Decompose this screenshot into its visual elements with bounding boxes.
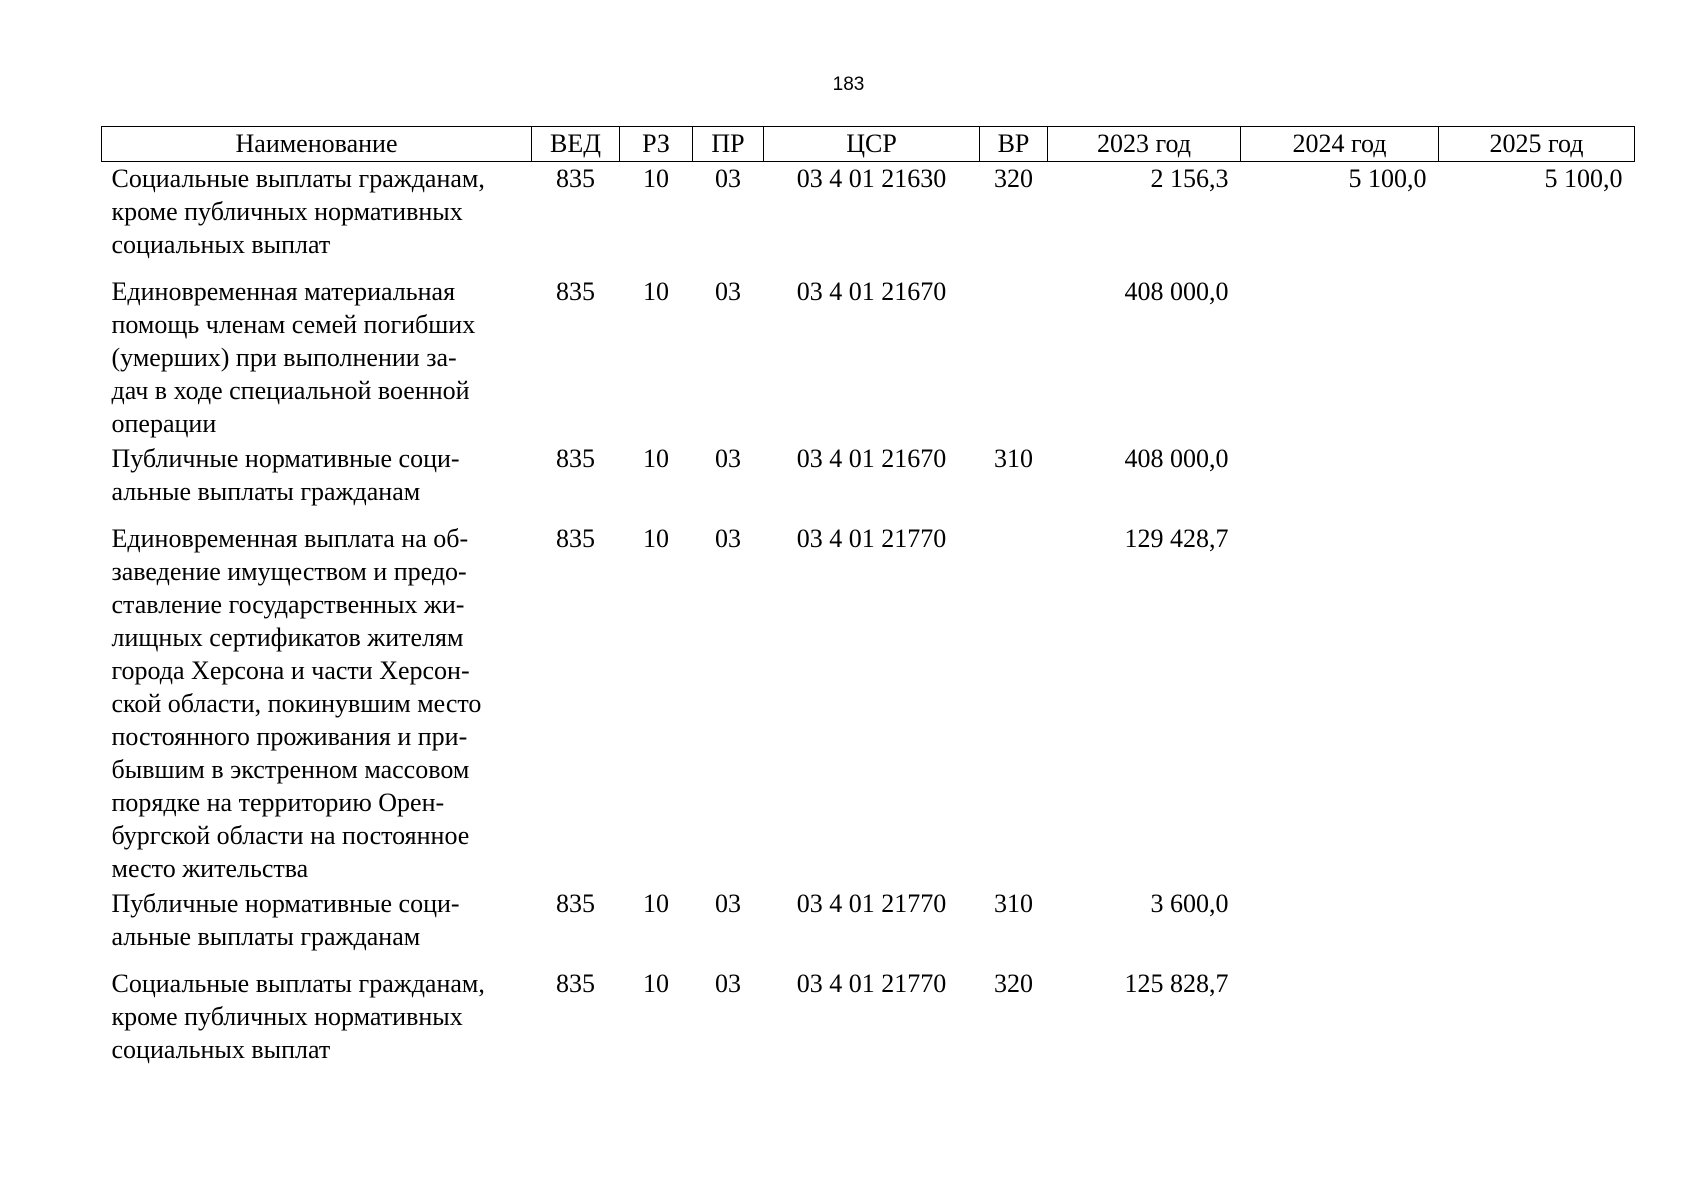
row-name-line: социальных выплат xyxy=(111,1035,331,1064)
row-name-line: Социальные выплаты гражданам, xyxy=(111,164,485,193)
row-name-line: альные выплаты гражданам xyxy=(111,922,421,951)
row-amount-2024 xyxy=(1241,522,1439,887)
page-number: 183 xyxy=(832,74,865,95)
row-name xyxy=(102,967,532,1068)
row-csr: 03 4 01 21670 xyxy=(796,277,947,306)
row-amount-2025 xyxy=(1439,442,1635,522)
row-csr: 03 4 01 21630 xyxy=(796,164,947,193)
row-vr: 320 xyxy=(994,164,1033,193)
table-row xyxy=(102,275,1635,442)
row-name-line: Единовременная материальная xyxy=(111,277,456,306)
row-amount-2024 xyxy=(1241,967,1439,1068)
row-name-line: место жительства xyxy=(111,854,309,883)
row-pr: 03 xyxy=(715,889,741,918)
row-name-line: альные выплаты гражданам xyxy=(111,477,421,506)
row-csr: 03 4 01 21770 xyxy=(796,524,947,553)
row-name-line: бургской области на постоянное xyxy=(111,821,470,850)
row-csr: 03 4 01 21770 xyxy=(796,969,947,998)
header-pr: ПР xyxy=(693,127,764,162)
table-row xyxy=(102,442,1635,522)
row-name-line: бывшим в экстренном массовом xyxy=(111,755,470,784)
row-name-line: помощь членам семей погибших xyxy=(111,310,476,339)
row-name-line: (умерших) при выполнении за- xyxy=(111,343,457,372)
row-pr: 03 xyxy=(715,969,741,998)
table-row xyxy=(102,967,1635,1068)
row-csr: 03 4 01 21770 xyxy=(796,889,947,918)
row-csr: 03 4 01 21670 xyxy=(796,444,947,473)
row-name-line: Публичные нормативные соци- xyxy=(111,889,460,918)
row-rz: 10 xyxy=(643,164,669,193)
row-pr: 03 xyxy=(715,524,741,553)
row-name-line: лищных сертификатов жителям xyxy=(111,623,464,652)
row-amount-2025 xyxy=(1439,522,1635,887)
header-vr: ВР xyxy=(980,127,1048,162)
row-name-line: ской области, покинувшим место xyxy=(111,689,482,718)
row-ved: 835 xyxy=(556,277,595,306)
row-pr: 03 xyxy=(715,277,741,306)
header-2025: 2025 год xyxy=(1439,127,1635,162)
row-rz: 10 xyxy=(643,889,669,918)
row-vr xyxy=(980,522,1048,887)
row-vr: 320 xyxy=(994,969,1033,998)
row-vr xyxy=(980,275,1048,442)
budget-table xyxy=(101,126,1635,1068)
row-rz: 10 xyxy=(643,444,669,473)
header-ved: ВЕД xyxy=(532,127,620,162)
row-amount-2024 xyxy=(1241,442,1439,522)
row-amount-2023: 408 000,0 xyxy=(1124,277,1229,306)
row-amount-2023: 125 828,7 xyxy=(1124,969,1229,998)
row-amount-2024 xyxy=(1241,275,1439,442)
row-amount-2024: 5 100,0 xyxy=(1348,164,1427,193)
row-name-line: постоянного проживания и при- xyxy=(111,722,468,751)
row-amount-2025: 5 100,0 xyxy=(1544,164,1623,193)
row-amount-2023: 129 428,7 xyxy=(1124,524,1229,553)
row-rz: 10 xyxy=(643,524,669,553)
row-name-line: ставление государственных жи- xyxy=(111,590,465,619)
row-name-line: Социальные выплаты гражданам, xyxy=(111,969,485,998)
row-pr: 03 xyxy=(715,444,741,473)
table-row xyxy=(102,887,1635,967)
row-name-line: порядке на территорию Орен- xyxy=(111,788,445,817)
row-name xyxy=(102,522,532,887)
header-name: Наименование xyxy=(102,127,532,162)
header-2023: 2023 год xyxy=(1048,127,1241,162)
row-amount-2025 xyxy=(1439,887,1635,967)
row-pr: 03 xyxy=(715,164,741,193)
row-amount-2023: 2 156,3 xyxy=(1150,164,1229,193)
row-amount-2025 xyxy=(1439,967,1635,1068)
row-name xyxy=(102,275,532,442)
row-name-line: Публичные нормативные соци- xyxy=(111,444,460,473)
row-rz: 10 xyxy=(643,969,669,998)
row-name-line: операции xyxy=(111,409,217,438)
row-rz: 10 xyxy=(643,277,669,306)
row-amount-2023: 408 000,0 xyxy=(1124,444,1229,473)
row-name-line: дач в ходе специальной военной xyxy=(111,376,470,405)
row-name-line: кроме публичных нормативных xyxy=(111,1002,463,1031)
row-ved: 835 xyxy=(556,164,595,193)
table-row xyxy=(102,522,1635,887)
row-name-line: города Херсона и части Херсон- xyxy=(111,656,470,685)
row-vr: 310 xyxy=(994,889,1033,918)
row-amount-2025 xyxy=(1439,275,1635,442)
header-2024: 2024 год xyxy=(1241,127,1439,162)
row-ved: 835 xyxy=(556,889,595,918)
row-amount-2023: 3 600,0 xyxy=(1150,889,1229,918)
row-vr: 310 xyxy=(994,444,1033,473)
row-ved: 835 xyxy=(556,969,595,998)
table-row xyxy=(102,162,1635,276)
row-ved: 835 xyxy=(556,524,595,553)
header-csr: ЦСР xyxy=(764,127,980,162)
header-rz: РЗ xyxy=(620,127,693,162)
row-name xyxy=(102,162,532,276)
row-ved: 835 xyxy=(556,444,595,473)
row-name-line: социальных выплат xyxy=(111,230,331,259)
row-amount-2024 xyxy=(1241,887,1439,967)
row-name xyxy=(102,887,532,967)
row-name xyxy=(102,442,532,522)
row-name-line: Единовременная выплата на об- xyxy=(111,524,469,553)
row-name-line: заведение имуществом и предо- xyxy=(111,557,467,586)
row-name-line: кроме публичных нормативных xyxy=(111,197,463,226)
table-header-row xyxy=(102,127,1635,162)
